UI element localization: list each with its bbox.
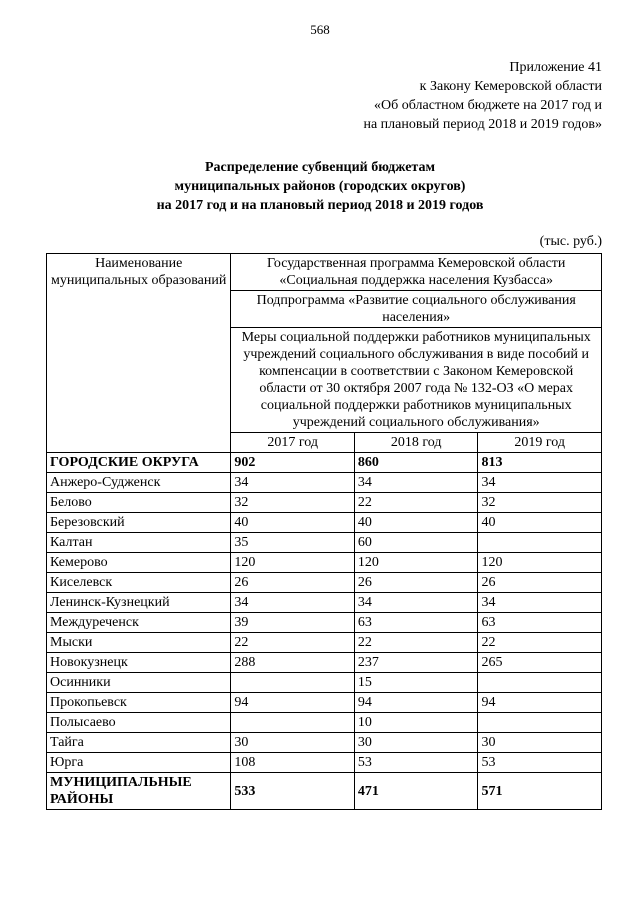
group-name-line-1: МУНИЦИПАЛЬНЫЕ	[50, 775, 192, 790]
municipality-name: Березовский	[47, 513, 231, 533]
municipality-name: Новокузнецк	[47, 653, 231, 673]
group-name: ГОРОДСКИЕ ОКРУГА	[47, 453, 231, 473]
table-row	[47, 733, 602, 753]
municipality-name: Прокопьевск	[47, 693, 231, 713]
value-2019: 34	[478, 593, 602, 613]
group-value-2019: 571	[478, 773, 602, 810]
value-2018: 22	[354, 633, 478, 653]
value-2019: 265	[478, 653, 602, 673]
value-2019	[478, 533, 602, 553]
value-2019: 22	[478, 633, 602, 653]
group-value-2017: 902	[231, 453, 355, 473]
header-name-cell: Наименование муниципальных образований	[47, 254, 231, 453]
table-row	[47, 753, 602, 773]
title-line-3: на 2017 год и на плановый период 2018 и 2019 годов	[156, 198, 484, 213]
group-name-line-2: РАЙОНЫ	[50, 792, 114, 807]
value-2017	[231, 713, 355, 733]
value-2018: 63	[354, 613, 478, 633]
value-2019: 40	[478, 513, 602, 533]
title-line-1: Распределение субвенций бюджетам	[205, 160, 435, 175]
table-row	[47, 673, 602, 693]
value-2018: 26	[354, 573, 478, 593]
value-2017: 30	[231, 733, 355, 753]
table-row	[47, 633, 602, 653]
value-2018: 30	[354, 733, 478, 753]
title-line-2: муниципальных районов (городских округов)	[174, 179, 466, 194]
group-value-2018: 860	[354, 453, 478, 473]
municipality-name: Кемерово	[47, 553, 231, 573]
value-2018: 34	[354, 473, 478, 493]
municipality-name: Анжеро-Судженск	[47, 473, 231, 493]
value-2019: 94	[478, 693, 602, 713]
table-row	[47, 713, 602, 733]
table-row	[47, 653, 602, 673]
value-2018: 34	[354, 593, 478, 613]
value-2017: 39	[231, 613, 355, 633]
value-2019: 32	[478, 493, 602, 513]
document-title	[0, 158, 640, 215]
group-row-city-districts	[47, 453, 602, 473]
group-value-2017: 533	[231, 773, 355, 810]
group-value-2018: 471	[354, 773, 478, 810]
value-2017: 34	[231, 593, 355, 613]
value-2017	[231, 673, 355, 693]
value-2018: 22	[354, 493, 478, 513]
municipality-name: Междуреченск	[47, 613, 231, 633]
value-2017: 40	[231, 513, 355, 533]
value-2018: 10	[354, 713, 478, 733]
value-2018: 40	[354, 513, 478, 533]
table-row	[47, 513, 602, 533]
year-2018-header: 2018 год	[354, 433, 478, 453]
table-row	[47, 573, 602, 593]
value-2018: 120	[354, 553, 478, 573]
table-row	[47, 493, 602, 513]
municipality-name: Киселевск	[47, 573, 231, 593]
appendix-header	[363, 58, 602, 134]
appendix-line-4: на плановый период 2018 и 2019 годов»	[363, 117, 602, 132]
value-2018: 60	[354, 533, 478, 553]
subsidy-table	[46, 253, 602, 810]
value-2017: 94	[231, 693, 355, 713]
header-subprogram-cell: Подпрограмма «Развитие социального обслуживания населения»	[231, 291, 602, 328]
municipality-name: Осинники	[47, 673, 231, 693]
header-row-program	[47, 254, 602, 291]
value-2018: 94	[354, 693, 478, 713]
value-2017: 34	[231, 473, 355, 493]
value-2018: 237	[354, 653, 478, 673]
municipality-name: Калтан	[47, 533, 231, 553]
table-row	[47, 473, 602, 493]
municipality-name: Полысаево	[47, 713, 231, 733]
group-value-2019: 813	[478, 453, 602, 473]
appendix-line-3: «Об областном бюджете на 2017 год и	[374, 98, 602, 113]
table-row	[47, 613, 602, 633]
value-2019: 30	[478, 733, 602, 753]
value-2017: 108	[231, 753, 355, 773]
year-2019-header: 2019 год	[478, 433, 602, 453]
value-2019: 120	[478, 553, 602, 573]
value-2017: 22	[231, 633, 355, 653]
units-label: (тыс. руб.)	[539, 234, 602, 249]
value-2019	[478, 673, 602, 693]
municipality-name: Тайга	[47, 733, 231, 753]
value-2019: 26	[478, 573, 602, 593]
appendix-line-2: к Закону Кемеровской области	[419, 79, 602, 94]
value-2019: 63	[478, 613, 602, 633]
value-2017: 288	[231, 653, 355, 673]
value-2019: 53	[478, 753, 602, 773]
municipality-name: Юрга	[47, 753, 231, 773]
municipality-name: Белово	[47, 493, 231, 513]
page-number: 568	[310, 22, 330, 37]
table-row	[47, 593, 602, 613]
group-row-municipal-districts	[47, 773, 602, 810]
value-2017: 35	[231, 533, 355, 553]
municipality-name: Ленинск-Кузнецкий	[47, 593, 231, 613]
table-row	[47, 533, 602, 553]
header-measure-cell: Меры социальной поддержки работников муниципальных учреждений социального обслуживания в виде пособий и компенсации в соответствии с Законом Кемеровской области от 30 октября 2007 года № 132-ОЗ «О мерах социальной поддержки работников муниципальных учреждений социального обслуживания»	[231, 328, 602, 433]
group-name	[47, 773, 231, 810]
appendix-line-1: Приложение 41	[509, 60, 602, 75]
value-2018: 15	[354, 673, 478, 693]
value-2017: 32	[231, 493, 355, 513]
value-2017: 26	[231, 573, 355, 593]
table-row	[47, 553, 602, 573]
value-2019	[478, 713, 602, 733]
value-2019: 34	[478, 473, 602, 493]
municipality-name: Мыски	[47, 633, 231, 653]
value-2017: 120	[231, 553, 355, 573]
year-2017-header: 2017 год	[231, 433, 355, 453]
header-program-cell: Государственная программа Кемеровской области «Социальная поддержка населения Кузбасса»	[231, 254, 602, 291]
value-2018: 53	[354, 753, 478, 773]
table-row	[47, 693, 602, 713]
